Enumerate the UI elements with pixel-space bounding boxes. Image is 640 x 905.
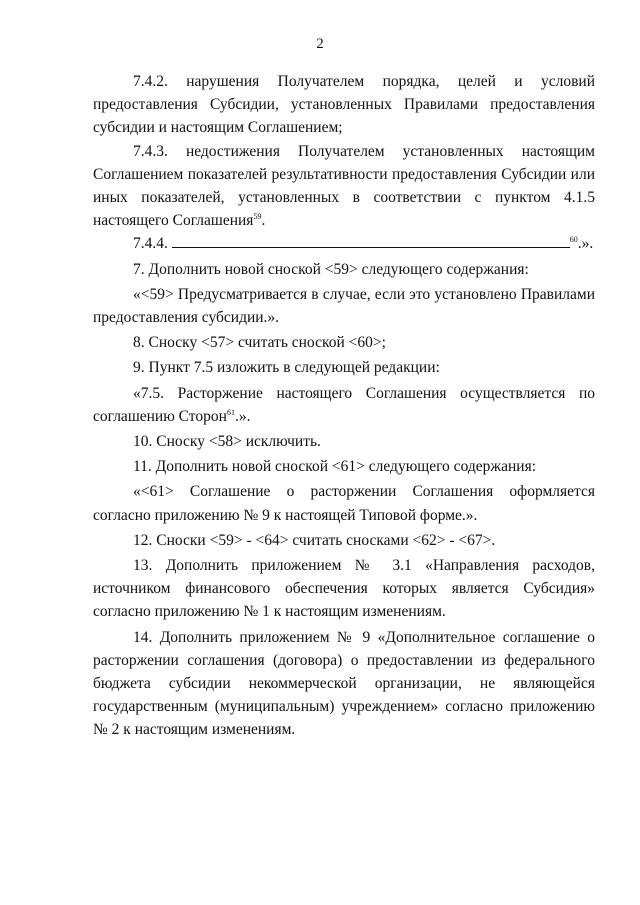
paragraph-tail: . <box>261 212 266 230</box>
paragraph-text: 12. Сноски <59> - <64> считать сносками <62> - <67>. <box>133 531 496 549</box>
item-9 <box>93 356 595 379</box>
clause-7-4-3 <box>93 140 595 233</box>
item-8 <box>93 331 595 354</box>
item-14 <box>93 626 595 742</box>
item-10 <box>93 430 595 453</box>
paragraph-text: 10. Сноску <58> исключить. <box>133 433 321 451</box>
paragraph-prefix: 7.4.4. <box>133 235 172 253</box>
item-7 <box>93 258 595 281</box>
paragraph-text: 8. Сноску <57> считать сноской <60>; <box>133 334 386 352</box>
paragraph-text: 7.4.2. нарушения Получателем порядка, целей и условий предоставления Субсидии, установленных Правилами предоставления субсидии и настоящим Соглашением; <box>93 73 595 137</box>
footnote-ref: 59 <box>253 212 262 222</box>
paragraph-text: 13. Дополнить приложением № 3.1 «Направления расходов, источником финансового обеспечения которых является Субсидия» согласно приложению № 1 к настоящим изменениям. <box>93 557 595 621</box>
paragraph-text: «<61> Соглашение о расторжении Соглашения оформляется согласно приложению № 9 к настоящей Типовой форме.». <box>93 483 595 524</box>
item-12 <box>93 529 595 552</box>
item-11 <box>93 455 595 478</box>
item-13 <box>93 554 595 624</box>
paragraph-text: 11. Дополнить новой сноской <61> следующего содержания: <box>133 458 536 476</box>
paragraph-tail: .». <box>577 235 594 253</box>
page-number: 2 <box>316 36 324 52</box>
paragraph-text: «<59> Предусматривается в случае, если это установлено Правилами предоставления субсидии.». <box>93 285 595 327</box>
paragraph-text: 7. Дополнить новой сноской <59> следующего содержания: <box>133 260 529 278</box>
footnote-59-text <box>93 283 595 329</box>
paragraph-tail: .». <box>234 407 251 425</box>
footnote-ref: 61 <box>226 407 235 417</box>
clause-7-4-4 <box>93 232 595 255</box>
paragraph-text: «7.5. Расторжение настоящего Соглашения осуществляется по соглашению Сторон <box>93 384 595 425</box>
footnote-ref: 60 <box>569 235 578 245</box>
blank-line <box>172 234 570 248</box>
paragraph-text: 7.4.3. недостижения Получателем установленных настоящим Соглашением показателей результативности предоставления Субсидии или иных показателей, установленных в соответствии с пунктом 4.1.5 настоящего Соглашения <box>93 142 595 230</box>
clause-7-4-2 <box>93 70 595 140</box>
clause-7-5 <box>93 382 595 428</box>
paragraph-text: 9. Пункт 7.5 изложить в следующей редакции: <box>133 359 440 377</box>
footnote-61-text <box>93 480 595 526</box>
document-body <box>93 70 595 742</box>
paragraph-text: 14. Дополнить приложением № 9 «Дополнительное соглашение о расторжении соглашения (договора) о предоставлении из федерального бюджета субсидии некоммерческой организации, не являющейся государственным (муниципальным) учреждением» согласно приложению № 2 к настоящим изменениям. <box>93 628 595 739</box>
